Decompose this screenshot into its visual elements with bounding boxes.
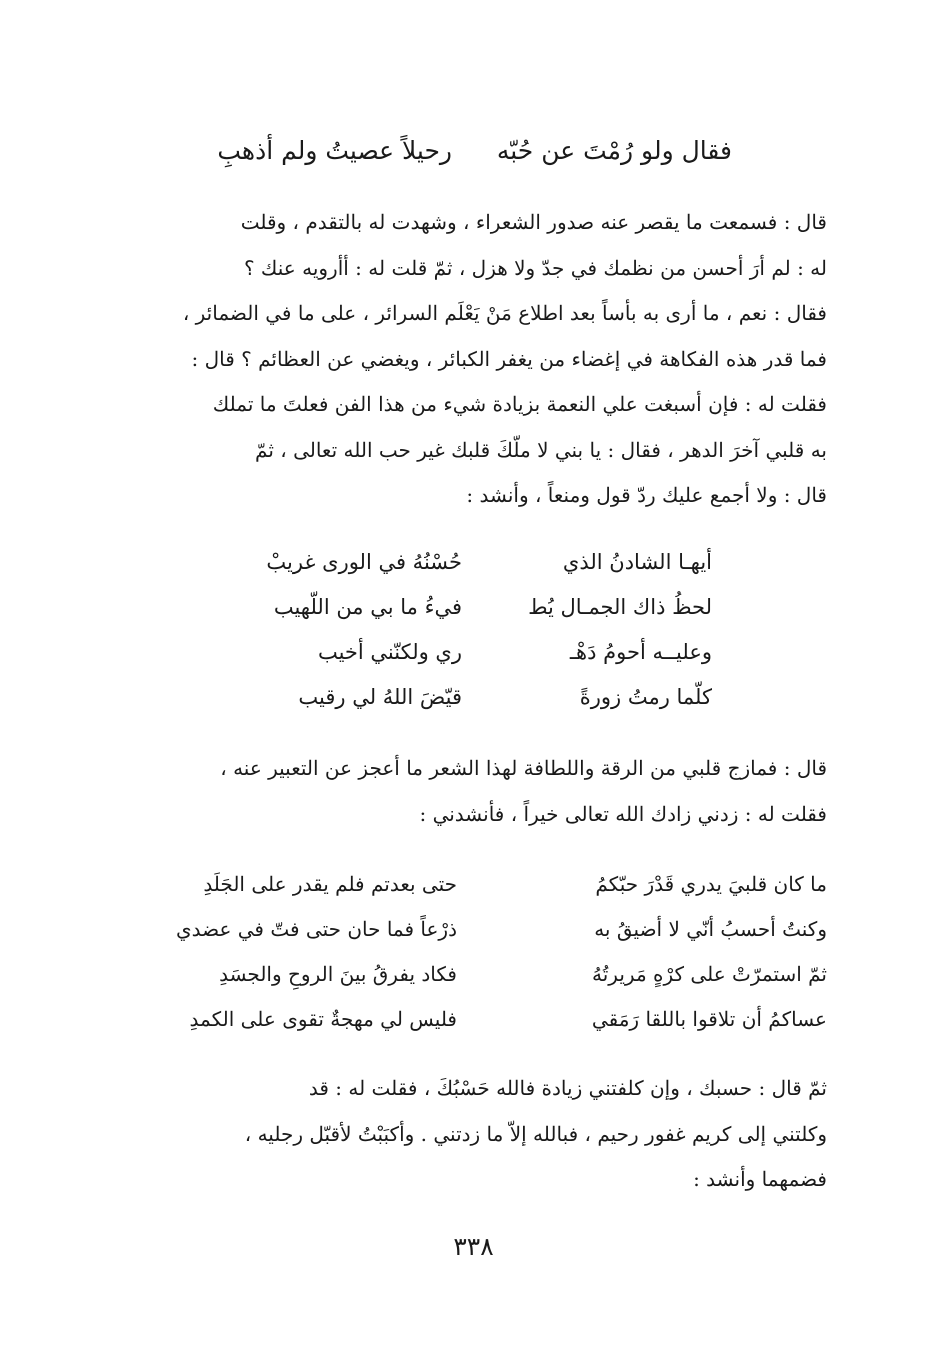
poem-verse — [122, 862, 827, 907]
hemistich-first: لحظُ ذاك الجمـال يُط — [528, 595, 712, 619]
hemistich-first: كلّما رمتُ زورةً — [579, 685, 712, 709]
paragraph-1 — [122, 200, 827, 519]
paragraph-line: قال : ولا أجمع عليك ردّ قول ومنعاً ، وأنشد : — [466, 483, 827, 507]
poem-verse — [232, 540, 712, 585]
hemistich-second: فكاد يفرقُ بينَ الروحِ والجسَدِ — [219, 962, 457, 986]
poem-verse — [122, 997, 827, 1042]
paragraph-line: قال : فسمعت ما يقصر عنه صدور الشعراء ، وشهدت له بالتقدم ، وقلت — [240, 210, 827, 234]
hemistich-first: ما كان قلبيَ يدري قَدْرَ حبّكمُ — [595, 872, 827, 896]
hemistich-first: وكنتُ أحسبُ أنّي لا أضيقُ به — [594, 917, 827, 941]
paragraph-line: ثمّ قال : حسبك ، وإن كلفتني زيادة فالله حَسْبُكَ ، فقلت له : قد — [308, 1076, 827, 1100]
poem-verse — [232, 675, 712, 720]
poem-1 — [232, 540, 712, 720]
paragraph-3 — [122, 1066, 827, 1203]
paragraph-2 — [122, 746, 827, 837]
hemistich-first: أيهـا الشادنُ الذي — [562, 550, 712, 574]
poem-verse — [232, 585, 712, 630]
hemistich-second: حتى بعدتم فلم يقدر على الجَلَدِ — [203, 872, 457, 896]
paragraph-line: فما قدر هذه الفكاهة في إغضاء من يغفر الكبائر ، ويغضي عن العظائم ؟ قال : — [191, 346, 827, 371]
paragraph-line: فقلت له : زدني زادك الله تعالى خيراً ، فأنشدني : — [419, 801, 827, 826]
hemistich-second: حُسْنُهُ في الورى غريبْ — [266, 550, 462, 574]
paragraph-line: قال : فمازج قلبي من الرقة واللطافة لهذا الشعر ما أعجز عن التعبير عنه ، — [220, 756, 827, 780]
hemistich-second: فليس لي مهجةٌ تقوى على الكمدِ — [189, 1007, 457, 1031]
paragraph-line: به قلبي آخرَ الدهر ، فقال : يا بني لا ملّكَ قلبك غير حب الله تعالى ، ثمّ — [255, 437, 827, 462]
poem-verse — [122, 952, 827, 997]
hemistich-first: عساكمُ أن تلاقوا باللقا رَمَقي — [591, 1007, 827, 1031]
hemistich-first: ثمّ استمرّتْ على كرْهٍ مَريرتُهُ — [592, 962, 827, 986]
hemistich-second: قيّضَ اللهُ لي رقيب — [298, 685, 462, 709]
hemistich-second: ري ولكنّني أخيب — [317, 640, 462, 664]
top-verse-hemistich-2: رحيلاً عصيتُ ولم أذهبِ — [217, 136, 452, 165]
paragraph-line: وكلتني إلى كريم غفور رحيم ، فبالله إلاّ ما زدتني . وأكبَبْتُ لأقبّل رجليه ، — [244, 1121, 827, 1146]
poem-verse — [232, 630, 712, 675]
paragraph-line: فقلت له : فإن أسبغت علي النعمة بزيادة شيء من هذا الفن فعلتَ ما تملك — [212, 392, 827, 416]
page-number: ٣٣٨ — [453, 1232, 494, 1261]
hemistich-first: وعليــه أحومُ دَهْـ — [569, 640, 712, 664]
top-verse-hemistich-1: فقال ولو رُمْتَ عن حُبّه — [496, 136, 732, 165]
paragraph-line: له : لم أرَ أحسن من نظمك في جدّ ولا هزل ، ثمّ قلت له : أأرويه عنك ؟ — [243, 255, 827, 280]
hemistich-second: ذرْعاً فما حان حتى فتّ في عضدي — [175, 917, 457, 941]
paragraph-line: فضمهما وأنشد : — [693, 1167, 827, 1191]
paragraph-line: فقال : نعم ، ما أرى به بأساً بعد اطلاع مَنْ يَعْلَم السرائر ، على ما في الضمائر ، — [182, 301, 827, 325]
poem-verse — [122, 907, 827, 952]
poem-2 — [122, 862, 827, 1042]
hemistich-second: فيءُ ما بي من اللّهيب — [273, 595, 462, 619]
